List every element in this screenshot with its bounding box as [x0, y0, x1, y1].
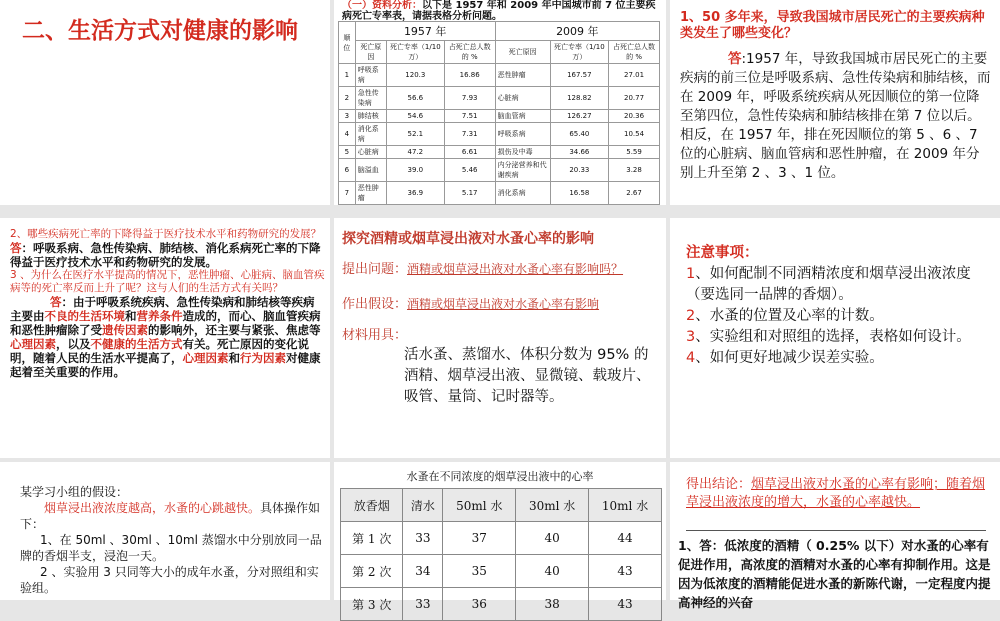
note-number: 2	[686, 308, 696, 324]
mortality-cell: 肺结核	[355, 110, 386, 123]
table-cell: 37	[443, 522, 516, 555]
hypothesis-label: 作出假设：	[342, 297, 408, 312]
cause-header: 死亡原因	[495, 41, 550, 64]
question-3: 3 、为什么在医疗水平提高的情况下，恶性肿瘤、心脏病、脑血管疾病等的死亡率反而上升了呢？这与人们的生活方式有关吗？	[10, 269, 325, 294]
mortality-cell: 39.0	[386, 159, 444, 182]
mortality-cell: 10.54	[609, 123, 660, 146]
experiment-title: 探究酒精或烟草浸出液对水蚤心率的影响	[342, 231, 594, 247]
note-text: 、水蚤的位置及心率的计数。	[695, 308, 884, 324]
table-cell: 第 2 次	[341, 555, 403, 588]
mortality-cell: 7.93	[444, 87, 495, 110]
rate-header: 死亡专率（1/10 万）	[550, 41, 608, 64]
note-number: 1	[686, 266, 696, 282]
slide-heart-rate-table[interactable]	[334, 462, 666, 612]
mortality-cell: 52.1	[386, 123, 444, 146]
mortality-cell: 34.66	[550, 146, 608, 159]
mortality-cell: 126.27	[550, 110, 608, 123]
table-cell: 36	[443, 588, 516, 621]
answer-text: :1957 年，导致我国城市居民死亡的主要疾病的前三位是呼吸系病、急性传染病和肺结核，而在 2009 年，呼吸系统疾病从死因顺位的第一位降至第四位，急性传染病和肺结核排在第 7 位以后。相反，在 1957 年，排在死因顺位的第 5 、6 、7 位的心脏病、脑血管病和恶性肿瘤，在 2009 年分别上升至第 2 、3 、1 位。	[680, 51, 991, 181]
questions-block	[10, 228, 325, 379]
table-caption: 水蚤在不同浓度的烟草浸出液中的心率	[406, 470, 594, 483]
keyword-behavior: 行为因素	[240, 351, 286, 365]
percent-header: 占死亡总人数的 %	[444, 41, 495, 64]
procedure-step-1: 1、在 50ml 、30ml 、10ml 蒸馏水中分别放同一品牌的香烟半支，浸泡一天。	[20, 533, 322, 563]
table-cell: 40	[516, 522, 589, 555]
materials-label: 材料用具：	[342, 328, 408, 343]
mortality-cell: 5.17	[444, 182, 495, 205]
table-cell: 43	[589, 555, 662, 588]
caption-label: （一）资料分析：	[342, 0, 422, 11]
table-cell: 第 3 次	[341, 588, 403, 621]
keyword-psychology: 心理因素	[182, 351, 229, 365]
procedure-step-2: 2 、实验用 3 只同等大小的成年水蚤，分对照组和实验组。	[20, 565, 319, 595]
note-item	[686, 348, 991, 369]
mortality-cell: 5.46	[444, 159, 495, 182]
answer-3-text: 和	[228, 351, 240, 365]
mortality-cell: 7.31	[444, 123, 495, 146]
table-header-cell: 10ml 水	[589, 489, 662, 522]
answer-3-text: ，以及	[56, 337, 91, 351]
mortality-cell: 6	[339, 159, 356, 182]
note-text: 、实验组和对照组的选择，表格如何设计。	[695, 329, 971, 345]
mortality-cell: 120.3	[386, 64, 444, 87]
question-row	[342, 258, 623, 277]
keyword-psychology: 心理因素	[10, 337, 56, 351]
mortality-cell: 呼吸系病	[495, 123, 550, 146]
notes-title: 注意事项：	[686, 245, 759, 261]
conclusion-block	[686, 476, 991, 512]
mortality-row	[339, 64, 660, 87]
mortality-cell: 消化系病	[495, 182, 550, 205]
divider	[686, 530, 986, 531]
table-cell: 44	[589, 522, 662, 555]
heart-rate-table-body	[341, 522, 662, 621]
answer-3-text: 和	[125, 309, 137, 323]
mortality-cell: 167.57	[550, 64, 608, 87]
mortality-cell: 6.61	[444, 146, 495, 159]
table-cell: 33	[403, 522, 443, 555]
mortality-cell: 20.77	[609, 87, 660, 110]
table-header-row	[341, 489, 662, 522]
answer-block: 1、答：低浓度的酒精（ 0.25% 以下）对水蚤的心率有促进作用，高浓度的酒精对水蚤的心率有抑制作用。这是因为低浓度的酒精能促进水蚤的新陈代谢，一定程度内提高神经的兴奋	[678, 538, 991, 610]
slide-title: 二、生活方式对健康的影响	[22, 18, 298, 44]
mortality-row	[339, 87, 660, 110]
hypothesis-row	[342, 293, 599, 312]
table-cell: 43	[589, 588, 662, 621]
procedure-intro: 某学习小组的假设：	[20, 485, 129, 499]
mortality-cell: 2	[339, 87, 356, 110]
table-cell: 35	[443, 555, 516, 588]
percent-header: 占死亡总人数的 %	[609, 41, 660, 64]
answer-label: 答	[10, 241, 22, 255]
mortality-cell: 内分泌营养和代谢疾病	[495, 159, 550, 182]
mortality-cell: 4	[339, 123, 356, 146]
conclusion-label: 得出结论：	[686, 477, 752, 492]
answer-3-text: 的影响外，还主要与紧张、焦虑等	[148, 323, 321, 337]
caption-text: 以下是 1957 年和 2009 年中国城市前 7 位主要疾病死亡专率表，请据表格分析问题。	[342, 0, 656, 22]
table-header-cell: 50ml 水	[443, 489, 516, 522]
mortality-cell: 3.28	[609, 159, 660, 182]
keyword-nutrition: 营养条件	[136, 309, 183, 323]
question-1: 1、50 多年来，导致我国城市居民死亡的主要疾病种类发生了哪些变化？	[680, 10, 985, 41]
slide-experiment-design[interactable]	[334, 218, 666, 458]
mortality-row	[339, 159, 660, 182]
mortality-cell: 1	[339, 64, 356, 87]
answer-label: 答	[50, 295, 62, 309]
mortality-cell: 5.59	[609, 146, 660, 159]
mortality-cell: 5	[339, 146, 356, 159]
mortality-cell: 16.58	[550, 182, 608, 205]
question-value: 酒精或烟草浸出液对水蚤心率有影响吗？	[407, 262, 624, 276]
mortality-cell: 65.40	[550, 123, 608, 146]
table-header-cell: 清水	[403, 489, 443, 522]
slide-notes[interactable]	[670, 218, 1000, 458]
note-text: 、如何更好地减少误差实验。	[695, 350, 884, 366]
mortality-cell: 脑血管病	[495, 110, 550, 123]
question-2: 2、哪些疾病死亡率的下降得益于医疗技术水平和药物研究的发展？	[10, 228, 322, 240]
answer-3-text: 对健康起着至关重要的作用。	[10, 351, 321, 379]
mortality-cell: 损伤及中毒	[495, 146, 550, 159]
note-number: 3	[686, 329, 696, 345]
mortality-cell: 128.82	[550, 87, 608, 110]
mortality-cell: 47.2	[386, 146, 444, 159]
mortality-cell: 心脏病	[355, 146, 386, 159]
hypothesis-text: 烟草浸出液浓度越高，水蚤的心跳越快。	[44, 501, 261, 515]
answer-1	[680, 50, 992, 183]
table-cell: 34	[403, 555, 443, 588]
mortality-cell: 呼吸系病	[355, 64, 386, 87]
mortality-cell: 20.33	[550, 159, 608, 182]
table-cell: 33	[403, 588, 443, 621]
table-row	[341, 588, 662, 621]
table-caption	[342, 0, 662, 22]
mortality-cell: 2.67	[609, 182, 660, 205]
notes-block	[686, 243, 991, 369]
mortality-cell: 脑溢血	[355, 159, 386, 182]
table-header-cell: 放香烟	[341, 489, 403, 522]
mortality-cell: 54.6	[386, 110, 444, 123]
answer-3	[10, 295, 325, 379]
table-header-cell: 30ml 水	[516, 489, 589, 522]
table-cell: 第 1 次	[341, 522, 403, 555]
mortality-row	[339, 123, 660, 146]
mortality-cell: 消化系病	[355, 123, 386, 146]
rank-header: 顺位	[339, 22, 356, 64]
mortality-cell: 16.86	[444, 64, 495, 87]
mortality-table	[338, 21, 660, 205]
conclusion-text: 烟草浸出液对水蚤的心率有影响；随着烟草浸出液浓度的增大，水蚤的心率越快。	[686, 477, 986, 510]
table-row	[341, 522, 662, 555]
note-item	[686, 306, 991, 327]
mortality-cell: 心脏病	[495, 87, 550, 110]
mortality-cell: 36.9	[386, 182, 444, 205]
keyword-environment: 不良的生活环境	[44, 309, 125, 323]
answer-3-text: 造成的，而心、脑血管疾病和恶性肿瘤除了受	[10, 309, 321, 337]
procedure-block	[20, 484, 325, 596]
materials-text: 活水蚤、蒸馏水、体积分数为 95% 的酒精、烟草浸出液、显微镜、载玻片、吸管、量筒、记时器等。	[404, 347, 651, 405]
mortality-row	[339, 146, 660, 159]
procedure-hypothesis	[20, 500, 325, 532]
answer-2	[10, 241, 325, 269]
hypothesis-value: 酒精或烟草浸出液对水蚤心率有影响	[407, 297, 600, 311]
rate-header: 死亡专率（1/10 万）	[386, 41, 444, 64]
mortality-cell: 27.01	[609, 64, 660, 87]
cause-header: 死亡原因	[355, 41, 386, 64]
slide-conclusion[interactable]	[670, 462, 1000, 610]
heart-rate-table	[340, 488, 662, 621]
note-item	[686, 327, 991, 348]
answer-3-text: 有关。死亡原因的变化说明，随着人民的生活水平提高了，	[10, 337, 309, 365]
slide-mortality-table[interactable]	[334, 0, 666, 205]
procedure-tail: 具体操作如下：	[20, 501, 321, 531]
mortality-cell: 急性传染病	[355, 87, 386, 110]
keyword-lifestyle: 不健康的生活方式	[90, 337, 183, 351]
mortality-row	[339, 110, 660, 123]
note-text: 、如何配制不同酒精浓度和烟草浸出液浓度（要选同一品牌的香烟）。	[686, 266, 971, 303]
year-1957-header: 1957 年	[355, 22, 495, 41]
slide-group-hypothesis[interactable]	[0, 462, 330, 600]
mortality-cell: 56.6	[386, 87, 444, 110]
slide-questions-2-3[interactable]	[0, 218, 330, 458]
table-cell: 40	[516, 555, 589, 588]
mortality-row	[339, 182, 660, 205]
slide-question-1[interactable]	[670, 0, 1000, 205]
mortality-cell: 3	[339, 110, 356, 123]
mortality-cell: 恶性肿瘤	[355, 182, 386, 205]
mortality-cell: 恶性肿瘤	[495, 64, 550, 87]
question-label: 提出问题：	[342, 262, 408, 277]
table-row	[341, 555, 662, 588]
table-cell: 38	[516, 588, 589, 621]
slide-lifestyle-title[interactable]	[0, 0, 330, 205]
note-number: 4	[686, 350, 696, 366]
mortality-cell: 20.36	[609, 110, 660, 123]
answer-label: 答	[728, 51, 742, 67]
keyword-genetics: 遗传因素	[102, 323, 148, 337]
mortality-cell: 7.51	[444, 110, 495, 123]
note-item	[686, 264, 991, 306]
mortality-cell: 7	[339, 182, 356, 205]
answer-3-text: ：由于呼吸系统疾病、急性传染病和肺结核等疾病主要由	[10, 295, 315, 323]
mortality-table-body	[339, 64, 660, 205]
year-2009-header: 2009 年	[495, 22, 659, 41]
answer-2-text: ：呼吸系病、急性传染病、肺结核、消化系病死亡率的下降得益于医疗技术水平和药物研究的发展。	[10, 241, 321, 269]
